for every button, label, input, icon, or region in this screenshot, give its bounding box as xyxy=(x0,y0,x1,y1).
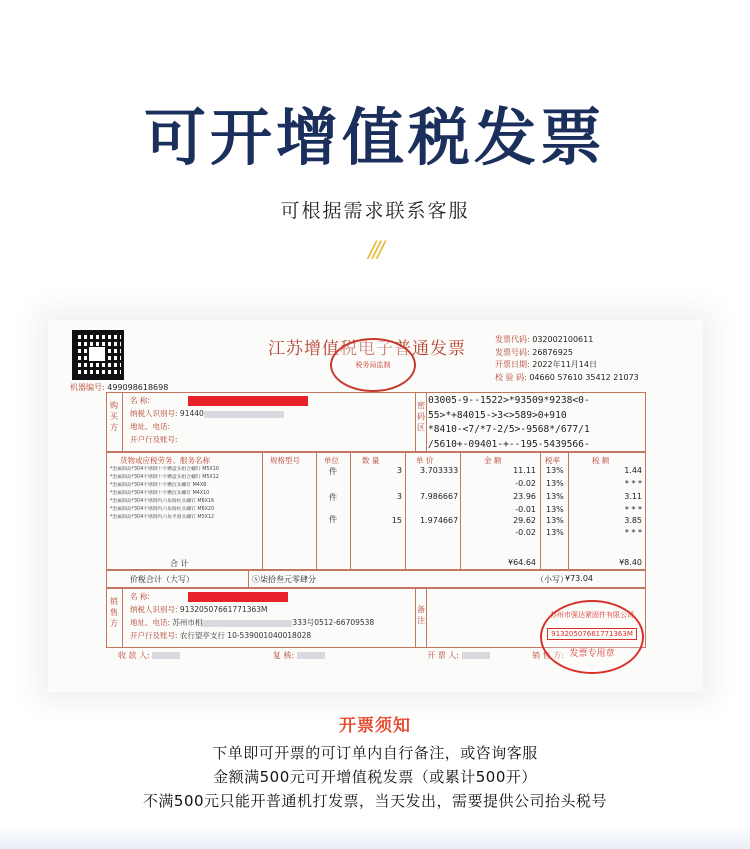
buyer-name-label: 名 称: xyxy=(130,396,150,405)
cipher-line: 55>*+84015->3<>589>0+910 xyxy=(428,409,567,421)
signature-row xyxy=(118,650,564,661)
divider xyxy=(262,452,263,570)
machine-number-label: 机器编号: xyxy=(70,383,105,392)
row-qty: 15 xyxy=(391,516,402,525)
company-seal xyxy=(540,600,644,674)
divider xyxy=(122,588,123,648)
total-label: 价税合计（大写） xyxy=(130,575,194,584)
col-unit: 单位 xyxy=(324,456,339,465)
seller-address xyxy=(130,617,374,628)
row-rate: 13% xyxy=(546,528,564,537)
row-price: 3.703333 xyxy=(420,466,459,475)
blurred-text xyxy=(297,652,325,659)
row-rate: 13% xyxy=(546,505,564,514)
seller-phone: 333号0512-66709538 xyxy=(292,618,375,627)
total-small: ¥73.04 xyxy=(565,574,593,583)
machine-number-value: 499098618698 xyxy=(107,383,169,392)
notice-line: 不满500元只能开普通机打发票，当天发出，需要提供公司抬头税号 xyxy=(142,792,608,810)
buyer-address xyxy=(130,421,170,432)
invoice-meta xyxy=(495,334,639,384)
invoice-title: 江苏增值税电子普通发票 xyxy=(268,339,466,359)
col-spec: 规格型号 xyxy=(270,456,300,465)
blurred-text xyxy=(204,411,284,418)
redaction-bar xyxy=(188,592,288,602)
seller-bank xyxy=(130,630,311,641)
drawer-label: 开 票 人: xyxy=(427,651,459,660)
row-tax: * * * xyxy=(624,528,642,537)
col-qty: 数 量 xyxy=(362,456,380,465)
decorative-slashes: /// xyxy=(368,238,382,263)
row-unit: 件 xyxy=(329,467,337,476)
row-qty: 3 xyxy=(396,466,402,475)
seller-side-label: 销售方 xyxy=(110,597,118,628)
blurred-text xyxy=(462,652,490,659)
row-amount: -0.02 xyxy=(515,479,536,488)
cipher-side-label: 密码区 xyxy=(417,401,425,432)
invoice-date: 2022年11月14日 xyxy=(532,360,597,369)
row-amount: -0.02 xyxy=(515,528,536,537)
row-rate: 13% xyxy=(546,492,564,501)
notice-line: 金额满500元可开增值税发票（或累计500开） xyxy=(213,768,537,786)
seller-address-label: 地址、电话: xyxy=(130,618,171,627)
cipher-area xyxy=(428,394,590,452)
buyer-address-label: 地址、电话: xyxy=(130,422,171,431)
cipher-line: *8410-<7/*7-2/5>-9568*/677/1 xyxy=(428,424,590,435)
col-goods: 货物或应税劳务、服务名称 xyxy=(120,456,210,465)
row-amount: -0.01 xyxy=(515,505,536,514)
divider xyxy=(568,452,569,570)
col-tax: 税 额 xyxy=(592,456,610,465)
seller-address-value: 苏州市相 xyxy=(172,618,203,627)
remark-side-label: 备注 xyxy=(417,605,425,625)
payee-label: 收 款 人: xyxy=(118,651,150,660)
cipher-line: /5610+-09401-+--195-5439566- xyxy=(428,438,590,450)
buyer-tax-id xyxy=(130,408,284,419)
row-tax: 3.85 xyxy=(624,516,642,525)
divider xyxy=(426,588,427,648)
item-desc-line: *金属制品*304不锈钢十字槽盘头组合螺钉 M5X12 xyxy=(110,475,219,480)
subtotal-amount: ¥64.64 xyxy=(508,558,536,567)
seller-tax-value: 91320507661771363M xyxy=(179,605,268,614)
seal-label: 发票专用章 xyxy=(569,649,615,659)
item-desc-line: *金属制品*304不锈钢十字槽沉头螺钉 M4X8 xyxy=(110,483,207,488)
row-tax: * * * xyxy=(624,479,642,488)
invoice-date-label: 开票日期: xyxy=(495,360,530,369)
subtotal-tax: ¥8.40 xyxy=(619,558,642,567)
row-rate: 13% xyxy=(546,516,564,525)
blurred-text xyxy=(202,620,292,627)
item-descriptions xyxy=(110,466,260,522)
row-tax: * * * xyxy=(624,505,642,514)
row-price: 1.974667 xyxy=(420,516,459,525)
notice-line: 下单即可开票的可订单内自行备注，或咨询客服 xyxy=(212,744,538,762)
seller-tax-label: 纳税人识别号: xyxy=(130,605,178,614)
seal-company-name: 苏州市强达紧固件有限公司 xyxy=(550,611,634,619)
row-rate: 13% xyxy=(546,466,564,475)
seller-tax-id xyxy=(130,604,268,615)
redaction-bar xyxy=(188,396,308,406)
blurred-text xyxy=(152,652,180,659)
divider xyxy=(316,452,317,570)
invoice-number-label: 发票号码: xyxy=(495,347,530,357)
cipher-line: 03005-9--1522>*93509*9238<0- xyxy=(428,395,590,406)
item-desc-line: *金属制品*304不锈钢内六角平圆头螺钉 M5X12 xyxy=(110,515,215,520)
bottom-fade xyxy=(0,826,750,849)
qr-code xyxy=(72,330,124,380)
row-tax: 3.11 xyxy=(624,492,642,501)
divider xyxy=(540,452,541,570)
col-amount: 金 额 xyxy=(484,456,502,465)
row-amount: 23.96 xyxy=(513,492,536,501)
seal-tax-number: 91320507661771363M xyxy=(547,628,637,640)
row-unit: 件 xyxy=(329,493,337,502)
seller-bank-label: 开户行及账号: xyxy=(130,631,178,640)
subtotal-label: 合 计 xyxy=(170,559,189,568)
item-desc-line: *金属制品*304不锈钢十字槽沉头螺钉 M4X10 xyxy=(110,491,210,496)
invoice-code-label: 发票代码: xyxy=(495,335,530,344)
page-subhead: 可根据需求联系客服 xyxy=(280,200,470,222)
row-rate: 13% xyxy=(546,479,564,488)
item-desc-line: *金属制品*304不锈钢十字槽盘头组合螺钉 M5X10 xyxy=(110,467,219,472)
total-words: ⓧ柒拾叁元零肆分 xyxy=(252,575,316,584)
reviewer-label: 复 核: xyxy=(272,651,295,660)
buyer-bank-label: 开户行及账号: xyxy=(130,435,178,444)
divider xyxy=(460,452,461,570)
col-price: 单 价 xyxy=(416,456,434,465)
divider xyxy=(405,452,406,570)
buyer-tax-label: 纳税人识别号: xyxy=(130,409,178,418)
invoice-number: 26876925 xyxy=(532,347,573,357)
buyer-bank xyxy=(130,434,178,445)
check-code-label: 校 验 码: xyxy=(495,372,527,382)
item-desc-line: *金属制品*304不锈钢内六角圆柱头螺钉 M6X20 xyxy=(110,507,215,512)
page-headline: 可开增值税发票 xyxy=(143,101,606,174)
divider xyxy=(122,392,123,452)
seller-sign-label: 销 售 方: xyxy=(532,651,564,660)
divider xyxy=(426,392,427,452)
invoice-code: 032002100611 xyxy=(532,335,594,344)
row-amount: 11.11 xyxy=(513,466,536,475)
row-price: 7.986667 xyxy=(420,492,459,501)
notice-title: 开票须知 xyxy=(339,716,411,736)
check-code: 04660 57610 35412 21073 xyxy=(529,372,639,382)
buyer-name xyxy=(130,395,308,406)
seller-name xyxy=(130,591,288,602)
total-small-label: （小写） xyxy=(536,575,568,584)
row-unit: 件 xyxy=(329,515,337,524)
buyer-side-label: 购买方 xyxy=(110,401,118,432)
divider xyxy=(350,452,351,570)
buyer-tax-value: 91440 xyxy=(179,409,204,418)
divider xyxy=(248,570,249,588)
col-rate: 税率 xyxy=(545,456,560,465)
seller-name-label: 名 称: xyxy=(130,592,150,601)
tax-bureau-stamp: 税务局监制 xyxy=(330,338,416,392)
seller-bank-value: 农行望亭支行 10-539001040018028 xyxy=(179,631,312,640)
row-amount: 29.62 xyxy=(513,516,536,525)
item-desc-line: *金属制品*304不锈钢内六角圆柱头螺钉 M6X16 xyxy=(110,499,215,504)
row-tax: 1.44 xyxy=(624,466,642,475)
row-qty: 3 xyxy=(396,492,402,501)
